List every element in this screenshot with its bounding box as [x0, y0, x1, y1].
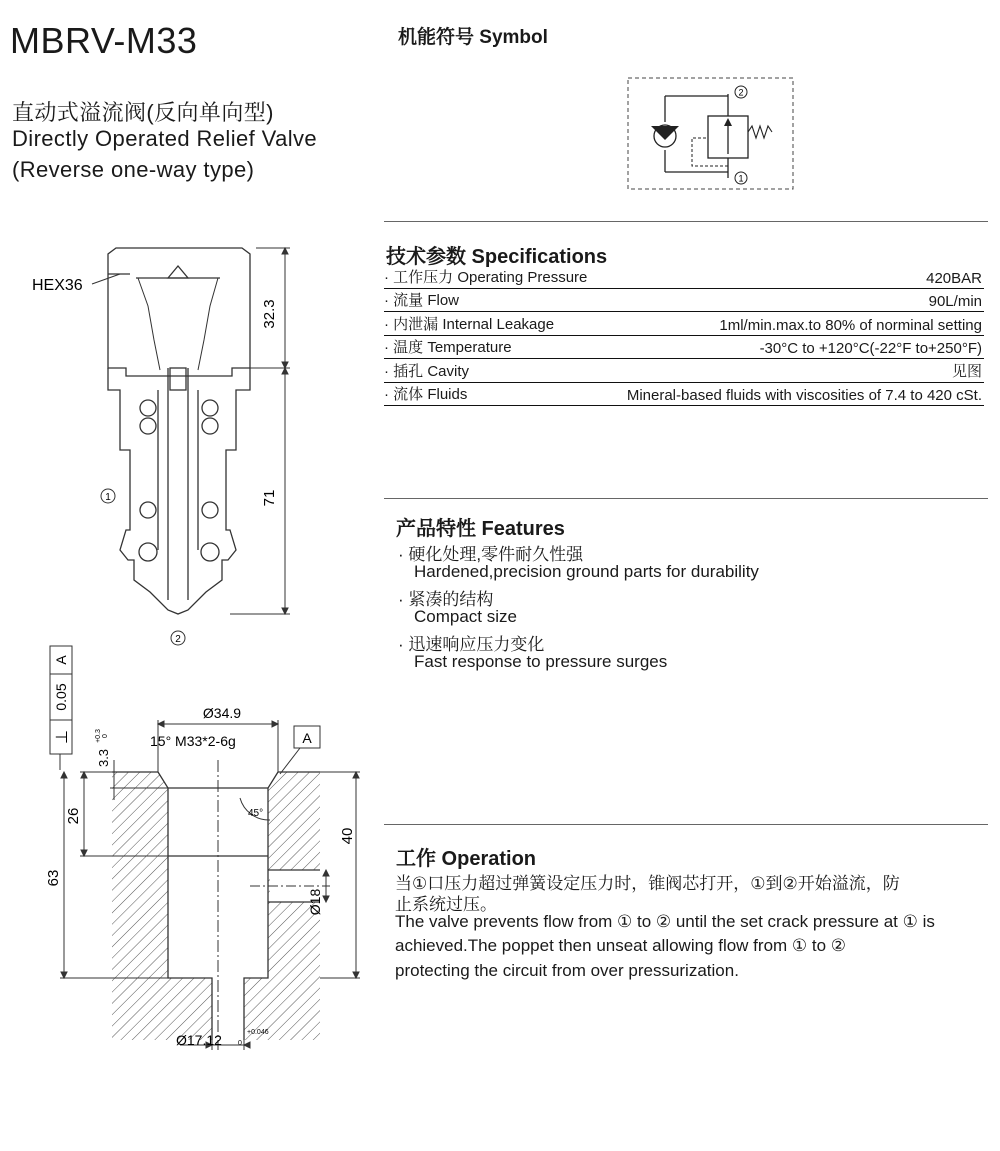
- spec-row: [384, 383, 984, 406]
- dim-3-3-tol-upper: +0.3: [95, 729, 102, 743]
- operation-line: The valve prevents flow from ① to ② until the set crack pressure at ① is: [395, 912, 935, 931]
- divider: [384, 824, 988, 825]
- symbol-port2-label: 2: [738, 87, 744, 98]
- dim-3-3-tol-lower: 0: [102, 734, 109, 738]
- thread-spec: 15° M33*2-6g: [150, 733, 236, 749]
- spec-label: · 温度 Temperature: [384, 339, 512, 356]
- spec-row: [384, 313, 984, 336]
- feature-cn: · 迅速响应压力变化: [398, 635, 545, 654]
- spec-title: 技术参数 Specifications: [386, 246, 608, 268]
- datum-a-box-label: A: [302, 730, 312, 746]
- spec-label: · 流量 Flow: [384, 292, 460, 309]
- spec-label: · 插孔 Cavity: [384, 363, 470, 380]
- operation-line: achieved.The poppet then unseat allowing flow from ① to ②: [395, 936, 847, 955]
- cavity-drawing: [0, 640, 380, 1060]
- dim-63: 63: [45, 869, 62, 887]
- hex-label: HEX36: [32, 277, 83, 294]
- spec-row: [384, 336, 984, 359]
- symbol-title: 机能符号 Symbol: [398, 27, 548, 48]
- dim-dia-17-12: Ø17.12: [176, 1032, 222, 1048]
- angle-45: 45°: [248, 808, 264, 819]
- port1-label: 1: [105, 492, 111, 503]
- dim-40: 40: [339, 827, 356, 845]
- divider: [384, 498, 988, 499]
- spec-value: 420BAR: [926, 270, 982, 287]
- title-cn: 直动式溢流阀(反向单向型): [12, 100, 274, 125]
- feature-cn: · 紧凑的结构: [398, 590, 494, 609]
- features-title: 产品特性 Features: [396, 518, 565, 540]
- spec-label: · 工作压力 Operating Pressure: [384, 269, 588, 286]
- spec-row: [384, 289, 984, 312]
- dim-3-3: 3.3: [96, 748, 111, 768]
- spec-value: Mineral-based fluids with viscosities of 7.4 to 420 cSt.: [626, 387, 982, 404]
- hydraulic-symbol: [620, 74, 800, 194]
- valve-drawing: [0, 230, 380, 650]
- feature-cn: · 硬化处理,零件耐久性强: [398, 545, 584, 564]
- feature-en: Hardened,precision ground parts for durability: [414, 562, 759, 581]
- symbol-port1-label: 1: [738, 173, 744, 184]
- spec-label: · 流体 Fluids: [384, 386, 468, 403]
- operation-title: 工作 Operation: [396, 848, 537, 870]
- spec-value: -30°C to +120°C(-22°F to+250°F): [759, 340, 982, 357]
- operation-line: 当①口压力超过弹簧设定压力时，锥阀芯打开，①到②开始溢流，防: [395, 874, 900, 893]
- dim-26: 26: [65, 807, 82, 825]
- dim-dia-17-12-tol-upper: +0.046: [247, 1029, 269, 1036]
- spec-value: 90L/min: [928, 293, 982, 310]
- dim-dia-34-9: Ø34.9: [202, 705, 242, 721]
- operation-line: 止系统过压。: [395, 895, 497, 914]
- divider: [384, 221, 988, 222]
- perpendicular-icon: ⊥: [54, 730, 71, 744]
- title-en: Directly Operated Relief Valve: [12, 126, 318, 151]
- dim-32-3: 32.3: [261, 299, 278, 329]
- dim-dia-17-12-tol-lower: 0: [238, 1040, 242, 1047]
- dim-dia-18: Ø18: [307, 888, 323, 916]
- spec-value: 见图: [951, 363, 982, 380]
- title-en-sub: (Reverse one-way type): [12, 157, 255, 182]
- spec-row: [384, 266, 984, 289]
- feature-en: Compact size: [414, 607, 517, 626]
- operation-line: protecting the circuit from over pressurization.: [395, 961, 739, 980]
- tolerance-value: 0.05: [53, 683, 69, 711]
- model-number: MBRV-M33: [10, 20, 198, 61]
- port2-label: 2: [175, 634, 181, 645]
- spec-row: [384, 360, 984, 383]
- spec-value: 1ml/min.max.to 80% of norminal setting: [719, 317, 982, 334]
- spec-label: · 内泄漏 Internal Leakage: [384, 316, 555, 333]
- datum-a-label: A: [53, 655, 69, 665]
- feature-en: Fast response to pressure surges: [414, 652, 668, 671]
- dim-71: 71: [261, 489, 278, 507]
